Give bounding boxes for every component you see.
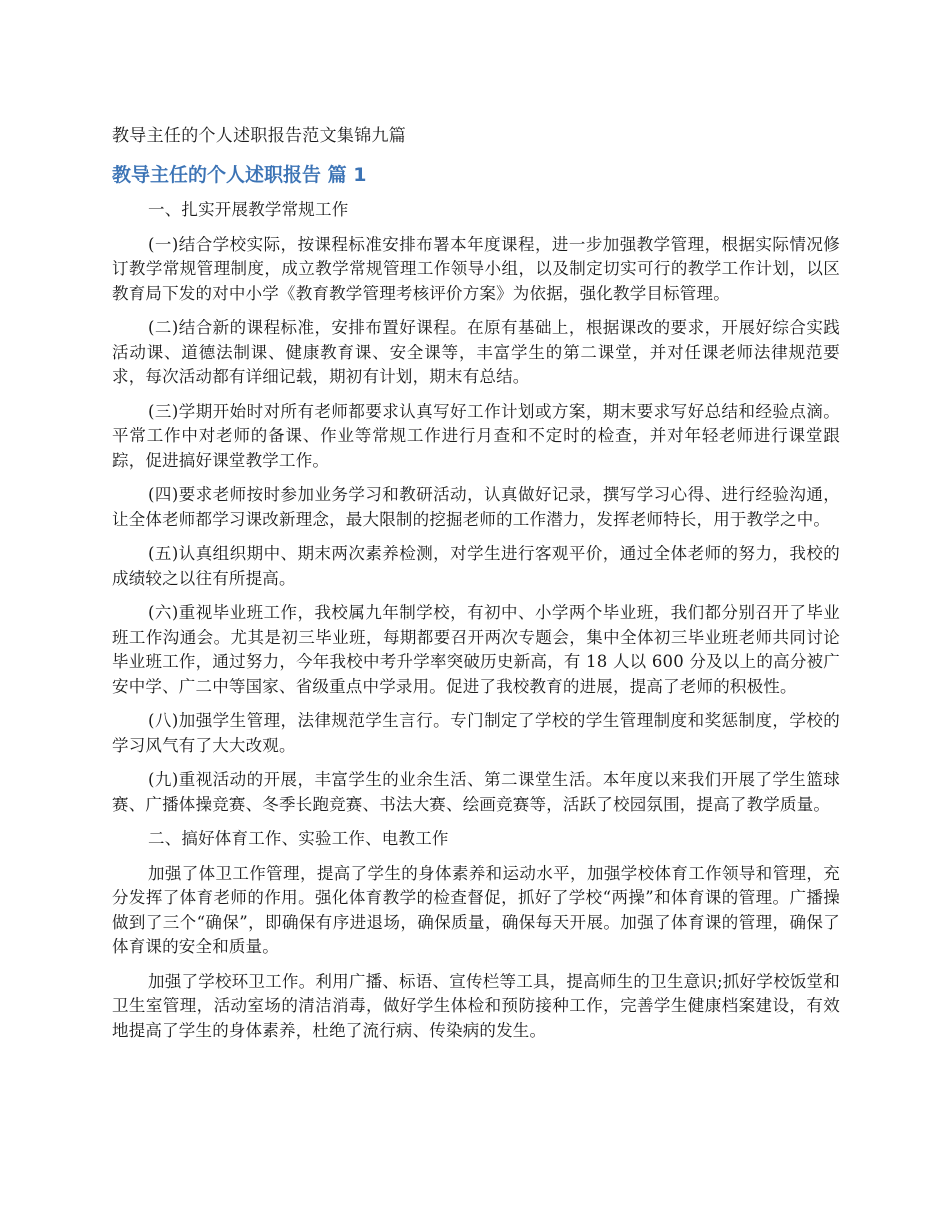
section-heading: 教导主任的个人述职报告 篇 1 <box>112 164 367 186</box>
paragraph: 加强了学校环卫工作。利用广播、标语、宣传栏等工具，提高师生的卫生意识;抓好学校饭堂和卫生室管理，活动室场的清洁消毒，做好学生体检和预防接种工作，完善学生健康档案建设，有效地提高了学生的身体素养，杜绝了流行病、传染病的发生。 <box>112 971 840 1040</box>
paragraph: (三)学期开始时对所有老师都要求认真写好工作计划或方案，期末要求写好总结和经验点滴。平常工作中对老师的备课、作业等常规工作进行月查和不定时的检查，并对年轻老师进行课堂跟踪，促进搞好课堂教学工作。 <box>112 401 840 470</box>
paragraph: 一、扎实开展教学常规工作 <box>148 200 349 219</box>
paragraph: 加强了体卫工作管理，提高了学生的身体素养和运动水平，加强学校体育工作领导和管理，充分发挥了体育老师的作用。强化体育教学的检查督促，抓好了学校“两操”和体育课的管理。广播操做到了三个“确保”，即确保有序进退场，确保质量，确保每天开展。加强了体育课的管理，确保了体育课的安全和质量。 <box>112 863 840 956</box>
paragraph: (六)重视毕业班工作，我校属九年制学校，有初中、小学两个毕业班，我们都分别召开了毕业班工作沟通会。尤其是初三毕业班，每期都要召开两次专题会，集中全体初三毕业班老师共同讨论毕业班工作，通过努力，今年我校中考升学率突破历史新高，有 18 人以 600 分及以上的高分被广安中学、广二中等国家、省级重点中学录用。促进了我校教育的进展，提高了老师的积极性。 <box>112 603 840 696</box>
paragraph: (九)重视活动的开展，丰富学生的业余生活、第二课堂生活。本年度以来我们开展了学生篮球赛、广播体操竞赛、冬季长跑竞赛、书法大赛、绘画竞赛等，活跃了校园氛围，提高了教学质量。 <box>112 770 840 814</box>
paragraph: (五)认真组织期中、期末两次素养检测，对学生进行客观平价，通过全体老师的努力，我校的成绩较之以往有所提高。 <box>112 544 840 588</box>
document-title: 教导主任的个人述职报告范文集锦九篇 <box>112 126 407 146</box>
document-page <box>112 122 840 1053</box>
paragraph: (四)要求老师按时参加业务学习和教研活动，认真做好记录，撰写学习心得、进行经验沟通，让全体老师都学习课改新理念，最大限制的挖掘老师的工作潜力，发挥老师特长，用于教学之中。 <box>112 485 840 529</box>
paragraph: (二)结合新的课程标准，安排布置好课程。在原有基础上，根据课改的要求，开展好综合实践活动课、道德法制课、健康教育课、安全课等，丰富学生的第二课堂，并对任课老师法律规范要求，每次活动都有详细记载，期初有计划，期末有总结。 <box>112 318 840 386</box>
paragraph: (八)加强学生管理，法律规范学生言行。专门制定了学校的学生管理制度和奖惩制度，学校的学习风气有了大大改观。 <box>112 711 840 755</box>
paragraph: 二、搞好体育工作、实验工作、电教工作 <box>148 829 449 848</box>
paragraph: (一)结合学校实际，按课程标准安排布署本年度课程，进一步加强教学管理，根据实际情况修订教学常规管理制度，成立教学常规管理工作领导小组，以及制定切实可行的教学工作计划，以区教育局下发的对中小学《教育教学管理考核评价方案》为依据，强化教学目标管理。 <box>112 234 840 303</box>
